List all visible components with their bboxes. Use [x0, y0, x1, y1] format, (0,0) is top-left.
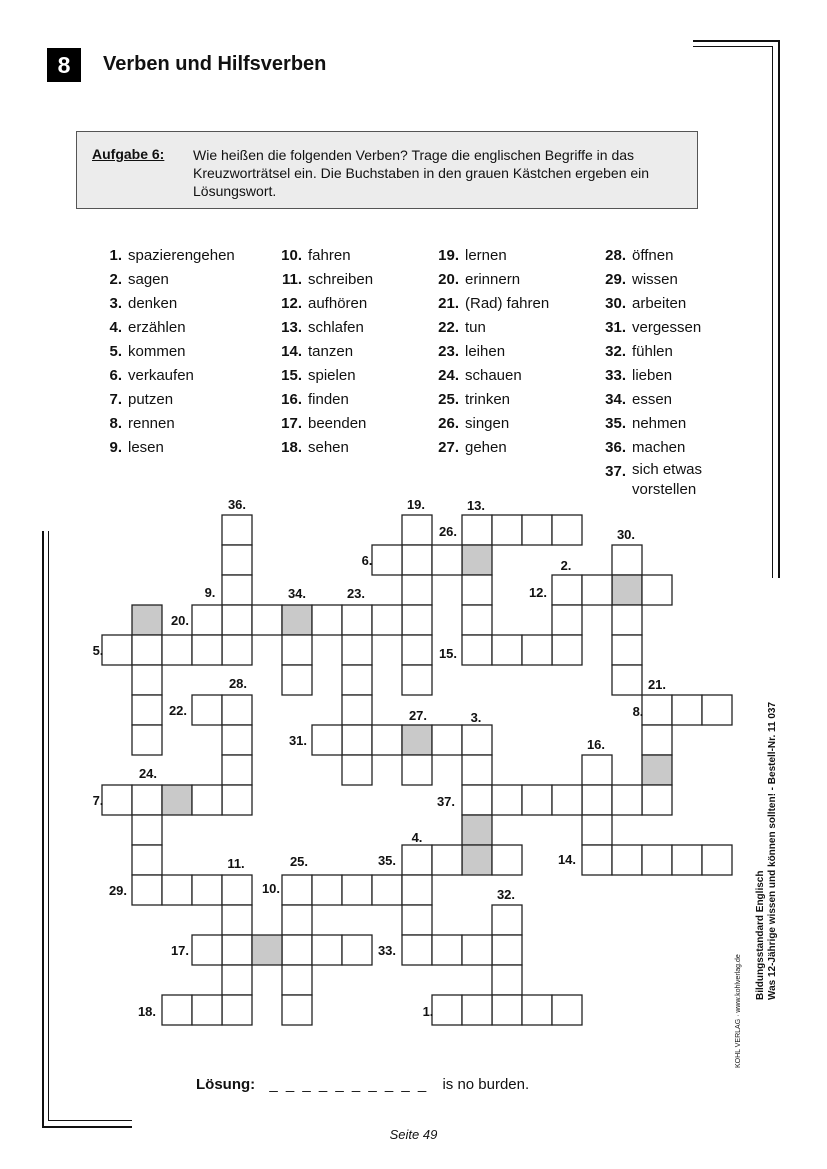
verb-number: 27.: [438, 439, 459, 456]
clue-number: 22.: [168, 703, 188, 718]
verb-number: 7.: [109, 391, 122, 408]
crossword-cell[interactable]: [132, 635, 162, 665]
crossword-cell[interactable]: [282, 665, 312, 695]
crossword-cell[interactable]: [132, 695, 162, 725]
crossword-cell[interactable]: [462, 725, 492, 755]
clue-number: 25.: [289, 854, 309, 869]
crossword-cell[interactable]: [372, 725, 402, 755]
crossword-cell-shaded[interactable]: [402, 725, 432, 755]
crossword-cell[interactable]: [342, 935, 372, 965]
verb-number: 21.: [438, 295, 459, 312]
crossword-cell[interactable]: [462, 515, 492, 545]
sidebar-line-1: Bildungsstandard Englisch: [755, 870, 766, 1000]
crossword-cell[interactable]: [492, 965, 522, 995]
crossword-cell[interactable]: [132, 845, 162, 875]
crossword-cell[interactable]: [222, 725, 252, 755]
solution-suffix: is no burden.: [442, 1076, 530, 1093]
crossword-cell[interactable]: [402, 755, 432, 785]
clue-number: 7.: [92, 793, 104, 808]
crossword-cell[interactable]: [462, 995, 492, 1025]
crossword-cell[interactable]: [222, 875, 252, 905]
crossword-cell[interactable]: [642, 695, 672, 725]
crossword-cell[interactable]: [372, 545, 402, 575]
crossword-cell[interactable]: [402, 935, 432, 965]
verb-word: gehen: [465, 439, 507, 456]
chapter-number: 8: [47, 48, 81, 82]
verb-word: sich etwas vorstellen: [632, 461, 703, 498]
crossword-cell[interactable]: [402, 875, 432, 905]
crossword-cell-shaded[interactable]: [162, 785, 192, 815]
crossword-cell[interactable]: [672, 695, 702, 725]
clue-number: 8.: [632, 704, 644, 719]
crossword-cell[interactable]: [222, 995, 252, 1025]
crossword-cell-shaded[interactable]: [462, 815, 492, 845]
clue-number: 30.: [616, 527, 636, 542]
crossword-cell[interactable]: [192, 695, 222, 725]
crossword-cell[interactable]: [612, 545, 642, 575]
crossword-cell[interactable]: [582, 575, 612, 605]
clue-number: 35.: [377, 853, 397, 868]
verb-number: 2.: [109, 271, 122, 288]
crossword-cell[interactable]: [192, 785, 222, 815]
crossword-cell[interactable]: [102, 635, 132, 665]
clue-number: 28.: [228, 676, 248, 691]
verb-number: 10.: [281, 247, 302, 264]
crossword-cell[interactable]: [402, 665, 432, 695]
verb-word: lieben: [632, 367, 673, 384]
crossword-cell-shaded[interactable]: [612, 575, 642, 605]
crossword-cell[interactable]: [312, 605, 342, 635]
verb-word: vergessen: [632, 319, 702, 336]
crossword-cell[interactable]: [222, 515, 252, 545]
crossword-cell[interactable]: [462, 755, 492, 785]
verb-number: 34.: [605, 391, 626, 408]
verb-word: beenden: [308, 415, 367, 432]
verb-number: 4.: [109, 319, 122, 336]
verb-word: wissen: [632, 271, 678, 288]
verb-number: 26.: [438, 415, 459, 432]
crossword-cell[interactable]: [192, 635, 222, 665]
verb-number: 32.: [605, 343, 626, 360]
verb-word: schauen: [465, 367, 522, 384]
crossword-cell[interactable]: [342, 695, 372, 725]
crossword-cell[interactable]: [192, 875, 222, 905]
verb-number: 9.: [109, 439, 122, 456]
crossword-cell[interactable]: [522, 785, 552, 815]
crossword-cell[interactable]: [462, 575, 492, 605]
verb-word: schlafen: [308, 319, 364, 336]
crossword-cell[interactable]: [222, 935, 252, 965]
crossword-cell[interactable]: [132, 785, 162, 815]
verb-number: 25.: [438, 391, 459, 408]
task-text: Wie heißen die folgenden Verben? Trage die englischen Begriffe in das Kreuzworträtsel ein. Die Buchstaben in den grauen Kästchen ergeben ein Lösungswort.: [193, 147, 650, 199]
verb-number: 33.: [605, 367, 626, 384]
crossword-cell[interactable]: [492, 845, 522, 875]
crossword-cell[interactable]: [432, 545, 462, 575]
crossword-cell[interactable]: [612, 605, 642, 635]
crossword-cell-shaded[interactable]: [132, 605, 162, 635]
crossword-cell[interactable]: [552, 575, 582, 605]
crossword-cell[interactable]: [432, 845, 462, 875]
crossword-cell[interactable]: [282, 875, 312, 905]
crossword-cell[interactable]: [402, 515, 432, 545]
crossword-cell[interactable]: [522, 995, 552, 1025]
crossword-cell[interactable]: [552, 515, 582, 545]
verb-word: rennen: [128, 415, 175, 432]
verb-word: arbeiten: [632, 295, 687, 312]
crossword-cell[interactable]: [132, 815, 162, 845]
clue-number: 11.: [227, 856, 245, 871]
clue-number: 3.: [470, 710, 482, 725]
task-label: Aufgabe 6:: [92, 146, 165, 162]
crossword-cell[interactable]: [342, 725, 372, 755]
clue-number: 21.: [647, 677, 667, 692]
crossword-cell[interactable]: [462, 935, 492, 965]
crossword-cell[interactable]: [102, 785, 132, 815]
crossword-cell[interactable]: [432, 935, 462, 965]
verb-word: machen: [632, 439, 686, 456]
clue-number: 19.: [406, 497, 426, 512]
verb-word: trinken: [465, 391, 511, 408]
crossword-cell[interactable]: [402, 905, 432, 935]
clue-number: 24.: [138, 766, 158, 781]
crossword-cell[interactable]: [222, 905, 252, 935]
crossword-cell[interactable]: [342, 605, 372, 635]
crossword-cell[interactable]: [642, 845, 672, 875]
verb-word: spielen: [308, 367, 356, 384]
verb-word: singen: [465, 415, 510, 432]
clue-number: 31.: [288, 733, 308, 748]
crossword-cell[interactable]: [402, 575, 432, 605]
crossword-cell[interactable]: [282, 995, 312, 1025]
clue-number: 23.: [346, 586, 366, 601]
crossword-cell[interactable]: [672, 845, 702, 875]
crossword-cell[interactable]: [552, 995, 582, 1025]
verb-word: nehmen: [632, 415, 687, 432]
crossword-cell[interactable]: [462, 605, 492, 635]
crossword-cell[interactable]: [312, 935, 342, 965]
verb-word: denken: [128, 295, 178, 312]
crossword-cell[interactable]: [612, 665, 642, 695]
verb-word: leihen: [465, 343, 506, 360]
crossword-cell[interactable]: [642, 785, 672, 815]
crossword-cell[interactable]: [552, 605, 582, 635]
verb-number: 18.: [281, 439, 302, 456]
verb-number: 13.: [281, 319, 302, 336]
crossword-cell[interactable]: [402, 605, 432, 635]
crossword-cell[interactable]: [132, 665, 162, 695]
clue-number: 20.: [170, 613, 190, 628]
crossword-cell[interactable]: [642, 575, 672, 605]
clue-number: 34.: [287, 586, 307, 601]
verb-word: fahren: [308, 247, 351, 264]
verb-number: 14.: [281, 343, 302, 360]
clue-number: 27.: [408, 708, 428, 723]
verb-word: aufhören: [308, 295, 368, 312]
crossword-cell[interactable]: [342, 755, 372, 785]
verb-number: 30.: [605, 295, 626, 312]
solution-label: Lösung:: [196, 1076, 256, 1093]
crossword-cell-shaded[interactable]: [282, 605, 312, 635]
crossword-cell[interactable]: [132, 725, 162, 755]
clue-number: 17.: [170, 943, 190, 958]
crossword-cell[interactable]: [492, 905, 522, 935]
verb-number: 24.: [438, 367, 459, 384]
crossword-cell[interactable]: [402, 635, 432, 665]
solution-line: [196, 1076, 529, 1093]
verb-number: 20.: [438, 271, 459, 288]
crossword-cell[interactable]: [162, 995, 192, 1025]
verb-number: 29.: [605, 271, 626, 288]
solution-blanks[interactable]: _ _ _ _ _ _ _ _ _ _: [269, 1076, 429, 1093]
crossword-cell[interactable]: [312, 725, 342, 755]
crossword-cell[interactable]: [162, 875, 192, 905]
verb-word: kommen: [128, 343, 186, 360]
crossword-cell[interactable]: [222, 575, 252, 605]
verb-word: spazierengehen: [128, 247, 235, 264]
verb-word: lernen: [465, 247, 507, 264]
crossword-cell[interactable]: [432, 995, 462, 1025]
crossword-cell[interactable]: [132, 875, 162, 905]
verb-number: 11.: [281, 271, 302, 288]
verb-number: 37.: [605, 463, 626, 480]
crossword-cell[interactable]: [432, 725, 462, 755]
crossword-cell[interactable]: [192, 605, 222, 635]
clue-number: 2.: [560, 558, 572, 573]
crossword-cell[interactable]: [492, 785, 522, 815]
clue-number: 15.: [438, 646, 458, 661]
verb-word: putzen: [128, 391, 174, 408]
crossword-cell[interactable]: [222, 785, 252, 815]
clue-number: 10.: [261, 881, 281, 896]
crossword-cell[interactable]: [192, 935, 222, 965]
verb-number: 16.: [281, 391, 302, 408]
clue-number: 5.: [92, 643, 104, 658]
clue-number: 1.: [422, 1004, 434, 1019]
clue-number: 4.: [411, 830, 423, 845]
clue-number: 12.: [528, 585, 548, 600]
crossword-cell[interactable]: [492, 935, 522, 965]
crossword-cell-shaded[interactable]: [252, 935, 282, 965]
crossword-cell[interactable]: [342, 665, 372, 695]
crossword-cell[interactable]: [222, 635, 252, 665]
verb-number: 3.: [109, 295, 122, 312]
crossword-cell[interactable]: [342, 635, 372, 665]
crossword-cell-shaded[interactable]: [462, 845, 492, 875]
verb-word: lesen: [128, 439, 164, 456]
verb-number: 17.: [281, 415, 302, 432]
clue-number: 29.: [108, 883, 128, 898]
crossword-cell[interactable]: [462, 635, 492, 665]
verb-word: fühlen: [632, 343, 673, 360]
verb-word: sehen: [308, 439, 349, 456]
crossword-cell[interactable]: [522, 635, 552, 665]
sidebar-title: [755, 702, 779, 1000]
crossword-cell[interactable]: [582, 845, 612, 875]
crossword-cell[interactable]: [462, 785, 492, 815]
crossword-cell[interactable]: [642, 725, 672, 755]
crossword-cell[interactable]: [372, 875, 402, 905]
crossword-cell[interactable]: [222, 695, 252, 725]
clue-number: 36.: [227, 497, 247, 512]
crossword-cell[interactable]: [162, 635, 192, 665]
crossword-cell[interactable]: [222, 605, 252, 635]
clue-number: 26.: [438, 524, 458, 539]
verb-number: 28.: [605, 247, 626, 264]
verb-word: verkaufen: [128, 367, 194, 384]
crossword-cell[interactable]: [372, 605, 402, 635]
crossword-cell-shaded[interactable]: [462, 545, 492, 575]
clue-number: 33.: [377, 943, 397, 958]
verb-word: schreiben: [308, 271, 374, 288]
clue-number: 16.: [586, 737, 606, 752]
crossword-cell[interactable]: [282, 905, 312, 935]
crossword-cell[interactable]: [612, 785, 642, 815]
clue-number: 14.: [557, 852, 577, 867]
crossword-cell[interactable]: [222, 545, 252, 575]
verb-word: tanzen: [308, 343, 354, 360]
sidebar-line-2: Was 12-Jährige wissen und können sollten! - Bestell-Nr. 11 037: [767, 701, 778, 1000]
crossword-cell[interactable]: [582, 755, 612, 785]
clue-number: 13.: [466, 498, 486, 513]
verb-number: 15.: [281, 367, 302, 384]
crossword-cell[interactable]: [282, 635, 312, 665]
verb-number: 22.: [438, 319, 459, 336]
crossword-cell[interactable]: [282, 935, 312, 965]
verb-number: 1.: [109, 247, 122, 264]
verb-word: essen: [632, 391, 673, 408]
verb-number: 19.: [438, 247, 459, 264]
crossword-cell[interactable]: [222, 965, 252, 995]
crossword-cell[interactable]: [552, 635, 582, 665]
verb-number: 31.: [605, 319, 626, 336]
verb-word: öffnen: [632, 247, 674, 264]
page-number: Seite 49: [389, 1127, 438, 1142]
verb-word: erzählen: [128, 319, 186, 336]
crossword-cell[interactable]: [492, 635, 522, 665]
crossword-cell[interactable]: [282, 965, 312, 995]
verb-word: sagen: [128, 271, 169, 288]
verb-number: 8.: [109, 415, 122, 432]
clue-number: 32.: [496, 887, 516, 902]
verb-number: 5.: [109, 343, 122, 360]
verb-word: erinnern: [465, 271, 521, 288]
publisher-logo-text: KOHL VERLAG · www.kohlverlag.de: [735, 954, 742, 1068]
crossword-cell[interactable]: [522, 515, 552, 545]
crossword-cell[interactable]: [342, 875, 372, 905]
crossword-cell[interactable]: [702, 695, 732, 725]
verb-number: 6.: [109, 367, 122, 384]
verb-word: finden: [308, 391, 349, 408]
crossword-cell[interactable]: [492, 995, 522, 1025]
verb-number: 23.: [438, 343, 459, 360]
crossword-cell[interactable]: [222, 755, 252, 785]
clue-number: 6.: [361, 553, 373, 568]
clue-number: 9.: [204, 585, 216, 600]
page-title: Verben und Hilfsverben: [103, 53, 327, 75]
verb-word: (Rad) fahren: [465, 295, 550, 312]
crossword-cell-shaded[interactable]: [642, 755, 672, 785]
crossword-cell[interactable]: [312, 875, 342, 905]
crossword-cell[interactable]: [402, 545, 432, 575]
crossword-cell[interactable]: [582, 785, 612, 815]
verb-word: tun: [465, 319, 486, 336]
verb-number: 36.: [605, 439, 626, 456]
crossword-cell[interactable]: [402, 845, 432, 875]
crossword-cell[interactable]: [612, 845, 642, 875]
verb-number: 12.: [281, 295, 302, 312]
clue-number: 18.: [137, 1004, 157, 1019]
crossword-cell[interactable]: [252, 605, 282, 635]
crossword-cell[interactable]: [582, 815, 612, 845]
crossword-cell[interactable]: [552, 785, 582, 815]
crossword-cell[interactable]: [702, 845, 732, 875]
clue-number: 37.: [436, 794, 456, 809]
verb-number: 35.: [605, 415, 626, 432]
crossword-cell[interactable]: [492, 515, 522, 545]
crossword-cell[interactable]: [192, 995, 222, 1025]
crossword-cell[interactable]: [612, 635, 642, 665]
